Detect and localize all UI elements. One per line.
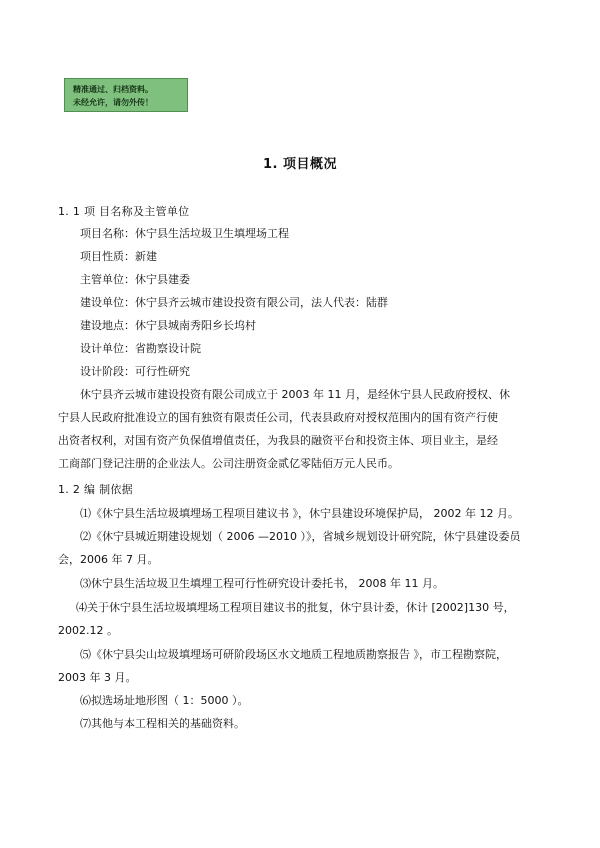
company-paragraph-line: 休宁县齐云城市建设投资有限公司成立于 2003 年 11 月，是经休宁县人民政府授权、休 <box>80 388 510 401</box>
basis-item-4-cont: 2002.12 。 <box>58 624 118 637</box>
basis-item-3: ⑶休宁县生活垃圾卫生填埋工程可行性研究设计委托书， 2008 年 11 月。 <box>80 577 444 590</box>
supervising-unit: 主管单位：休宁县建委 <box>80 273 190 286</box>
basis-item-5: ⑸《休宁县尖山垃圾填埋场可研阶段场区水文地质工程地质勘察报告 》，市工程勘察院， <box>80 648 507 661</box>
company-paragraph-line: 出资者权利，对国有资产负保值增值责任，为我县的融资平台和投资主体、项目业主，是经 <box>58 434 498 447</box>
stamp-line-2: 未经允许，请勿外传！ <box>73 97 153 107</box>
project-nature: 项目性质：新建 <box>80 250 157 263</box>
confidential-stamp <box>64 78 188 112</box>
company-paragraph-line: 工商部门登记注册的企业法人。公司注册资金贰亿零陆佰万元人民币。 <box>58 457 399 470</box>
basis-item-6: ⑹拟选场址地形图（ 1：5000 ）。 <box>80 694 249 707</box>
basis-item-2: ⑵《休宁县城近期建设规划（ 2006 —2010 ）》，省城乡规划设计研究院，休宁县建设委员 <box>80 530 521 543</box>
project-name: 项目名称：休宁县生活垃圾卫生填埋场工程 <box>80 227 289 240</box>
basis-item-2-cont: 会，2006 年 7 月。 <box>58 553 159 566</box>
construction-unit: 建设单位：休宁县齐云城市建设投资有限公司，法人代表：陆群 <box>80 296 388 309</box>
design-unit: 设计单位：省勘察设计院 <box>80 342 201 355</box>
design-stage: 设计阶段：可行性研究 <box>80 365 190 378</box>
basis-item-1: ⑴《休宁县生活垃圾填埋场工程项目建议书 》，休宁县建设环境保护局， 2002 年 12 月。 <box>80 507 519 520</box>
section-1-2-heading: 1. 2 编 制依据 <box>58 483 133 496</box>
chapter-title: 1. 项目概况 <box>262 157 337 172</box>
basis-item-7: ⑺其他与本工程相关的基础资料。 <box>80 717 245 730</box>
company-paragraph-line: 宁县人民政府批准设立的国有独资有限责任公司，代表县政府对授权范围内的国有资产行使 <box>58 411 498 424</box>
basis-item-4: ⑷关于休宁县生活垃圾填埋场工程项目建议书的批复，休宁县计委，休计 [2002]130 号， <box>76 601 515 614</box>
construction-location: 建设地点：休宁县城南秀阳乡长坞村 <box>80 319 256 332</box>
stamp-line-1: 精准通过、归档资料。 <box>73 84 153 94</box>
basis-item-5-cont: 2003 年 3 月。 <box>58 671 137 684</box>
section-1-1-heading: 1. 1 项 目名称及主管单位 <box>58 205 190 218</box>
